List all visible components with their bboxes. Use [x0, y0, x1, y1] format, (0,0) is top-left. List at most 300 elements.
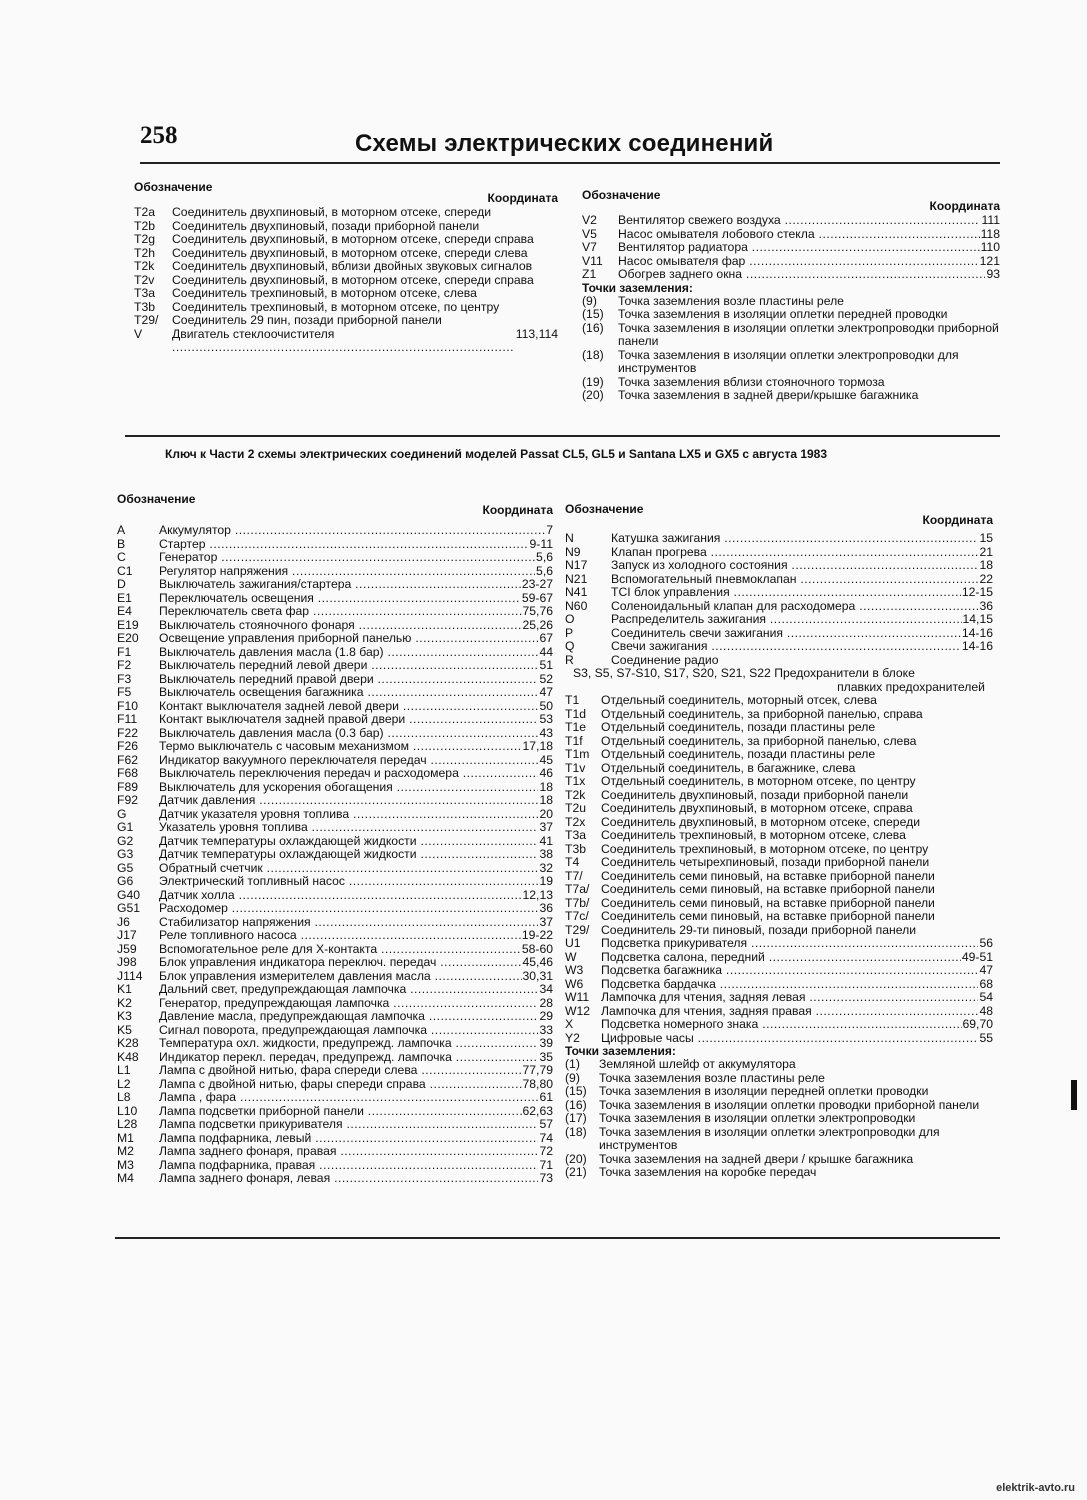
entry-description: Клапан прогрева .....: [611, 546, 978, 560]
entry-coordinate: [557, 220, 558, 234]
entry-code: M2: [117, 1144, 134, 1158]
entry-code: L28: [117, 1117, 138, 1131]
list-item: [117, 700, 553, 714]
list-item: [117, 1037, 553, 1051]
entry-coordinate: 54: [979, 990, 993, 1004]
entry-description: Катушка зажигания .....: [611, 532, 978, 546]
entry-code: (19): [582, 374, 604, 389]
entry-coordinate: 45: [539, 752, 553, 767]
entry-code: G40: [117, 887, 141, 902]
entry-description: Запуск из холодного состояния .....: [611, 559, 978, 573]
footer-site: elektrik-avto.ru: [996, 1482, 1075, 1494]
list-item: [117, 1010, 553, 1024]
list-item: [565, 964, 993, 978]
entry-description: Лампа заднего фонаря, левая .....: [159, 1172, 538, 1186]
fuse-line: плавких предохранителей: [837, 679, 985, 694]
entry-code: (20): [565, 1151, 587, 1166]
list-item: [117, 916, 553, 930]
entry-description: Соединитель четырехпиновый, позади приборной панели: [601, 856, 930, 869]
entry-code: G3: [117, 847, 134, 861]
entry-code: V2: [582, 213, 597, 227]
entry-coordinate: 30,31: [522, 968, 553, 983]
entry-code: G6: [117, 874, 134, 888]
entry-coordinate: 111: [981, 213, 1000, 227]
entry-coordinate: 93: [986, 267, 1000, 281]
entry-description: Обратный счетчик .....: [159, 862, 538, 876]
entry-description: Насос омывателя фар .....: [618, 255, 979, 269]
entry-description: Выключатель зажигания/стартера .....: [159, 578, 521, 592]
entry-coordinate: 113,114: [515, 326, 558, 341]
list-item: [565, 654, 993, 668]
entry-description: Блок управления индикатора переключ. передач .....: [159, 956, 522, 970]
entry-coordinate: 9-11: [529, 536, 553, 551]
entry-coordinate: 18: [539, 779, 553, 794]
entry-coordinate: 72: [539, 1144, 553, 1158]
entry-description: Точка заземления в изоляции оплетки электропроводки: [599, 1112, 916, 1125]
entry-description: Точка заземления в изоляции оплетки передней проводки: [618, 308, 948, 321]
entry-description: Переключатель освещения .....: [159, 592, 521, 606]
entry-code: F92: [117, 793, 139, 807]
entry-coordinate: 14,15: [962, 612, 993, 626]
entry-coordinate: 53: [539, 712, 553, 726]
entry-description: Температура охл. жидкости, предупрежд. лампочка .....: [159, 1037, 538, 1051]
entry-code: T7/: [565, 868, 583, 883]
list-item: [117, 794, 553, 808]
entry-code: U1: [565, 936, 581, 950]
entry-description: Соединитель двухпиновый, в моторном отсеке, спереди слева: [172, 246, 528, 260]
entry-code: O: [565, 612, 575, 626]
entry-description: Соединитель трехпиновый, в моторном отсеке, по центру: [172, 300, 500, 314]
ground-points-title: Точки заземления:: [565, 1044, 676, 1058]
entry-description: TCI блок управления .....: [611, 586, 961, 600]
list-item: [117, 781, 553, 795]
entry-code: T2k: [134, 259, 155, 273]
list-item: [134, 274, 558, 288]
list-item: [117, 835, 553, 849]
entry-coordinate: 22: [979, 571, 993, 586]
entry-description: Точка заземления на коробке передач: [599, 1166, 817, 1179]
entry-code: G51: [117, 901, 141, 915]
list-item: [565, 897, 993, 911]
designation-header: Обозначение: [134, 180, 213, 194]
entry-description: Распределитель зажигания .....: [611, 613, 962, 627]
entry-code: F5: [117, 685, 132, 699]
list-item: [117, 1159, 553, 1173]
entry-coordinate: 59-67: [521, 590, 553, 605]
entry-coordinate: 25,26: [522, 617, 553, 632]
entry-coordinate: 52: [539, 671, 553, 686]
entry-code: J17: [117, 928, 137, 942]
list-item: [117, 524, 553, 538]
entry-code: (15): [582, 307, 604, 321]
key-title: Ключ к Части 2 схемы электрических соединений моделей Passat CL5, GL5 и Santana LX5 и GX5 с августа 1983: [165, 447, 828, 461]
list-item: [582, 308, 1000, 322]
entry-description: Точка заземления вблизи стояночного тормоза: [618, 375, 885, 389]
entry-description: Выключатель для ускорения обогащения .....: [159, 781, 538, 795]
entry-description: Сигнал поворота, предупреждающая лампочка .....: [159, 1024, 538, 1038]
entry-description: Точка заземления в изоляции оплетки электропроводки для инструментов: [599, 1125, 940, 1152]
list-item: [134, 260, 558, 274]
entry-code: W11: [565, 990, 590, 1004]
entry-description: Датчик указателя уровня топлива .....: [159, 808, 538, 822]
entry-coordinate: 19: [539, 874, 553, 888]
list-item: [565, 991, 993, 1005]
list-item: [565, 640, 993, 654]
entry-list: [582, 214, 1000, 282]
entry-code: C1: [117, 563, 133, 578]
entry-description: Обогрев заднего окна .....: [618, 268, 985, 282]
entry-description: Контакт выключателя задней правой двери .....: [159, 713, 538, 727]
entry-coordinate: 12,13: [522, 887, 553, 902]
entry-description: Соединитель трехпиновый, в моторном отсеке, слева: [172, 287, 477, 300]
list-item: [582, 241, 1000, 255]
entry-list: [134, 206, 558, 355]
entry-description: Отдельный соединитель, позади пластины реле: [601, 721, 876, 734]
list-item: [117, 1091, 553, 1105]
entry-description: Точка заземления возле пластины реле: [618, 294, 844, 308]
entry-code: T2b: [134, 218, 156, 233]
entry-coordinate: 18: [979, 558, 993, 572]
entry-code: (15): [565, 1084, 587, 1098]
entry-code: T4: [565, 855, 580, 869]
entry-code: K5: [117, 1022, 132, 1037]
ground-list: [565, 1058, 993, 1180]
entry-description: Отдельный соединитель, позади пластины реле: [601, 748, 876, 761]
entry-code: T1e: [565, 720, 587, 734]
column-header: [117, 492, 553, 524]
list-item: [117, 578, 553, 592]
entry-coordinate: 43: [539, 725, 553, 740]
list-item: [582, 349, 1000, 376]
list-item: [565, 1099, 993, 1113]
entry-description: Соединитель свечи зажигания .....: [611, 627, 961, 641]
entry-coordinate: 47: [539, 685, 553, 699]
entry-code: (18): [565, 1124, 587, 1139]
entry-coordinate: 118: [980, 226, 1000, 241]
entry-coordinate: 67: [539, 631, 553, 645]
list-item: [117, 1024, 553, 1038]
list-item: [117, 875, 553, 889]
entry-code: A: [117, 523, 126, 537]
entry-code: M3: [117, 1157, 134, 1172]
entry-description: Выключатель переключения передач и расходомера .....: [159, 767, 538, 781]
entry-coordinate: 46: [539, 766, 553, 780]
entry-coordinate: 51: [539, 658, 553, 672]
entry-description: Генератор .....: [159, 551, 535, 565]
list-item: [117, 1064, 553, 1078]
list-item: [117, 673, 553, 687]
entry-description: Датчик холла .....: [159, 889, 522, 903]
entry-description: Лампа с двойной нитью, фара спереди слева .....: [159, 1064, 522, 1078]
list-item: [565, 573, 993, 587]
list-item: [117, 929, 553, 943]
entry-code: N9: [565, 544, 581, 559]
entry-coordinate: [557, 314, 558, 328]
entry-list: [565, 694, 993, 937]
entry-coordinate: 78,80: [522, 1076, 553, 1091]
top-right-column: [582, 188, 1000, 403]
entry-code: T1: [565, 693, 580, 707]
entry-description: Соединитель 29-ти пиновый, позади приборной панели: [601, 923, 917, 937]
entry-code: N17: [565, 558, 588, 572]
page-title: Схемы электрических соединений: [355, 130, 774, 157]
entry-description: Отдельный соединитель, в багажнике, слева: [601, 761, 856, 775]
entry-description: Отдельный соединитель, моторный отсек, слева: [601, 694, 877, 707]
list-item: [117, 943, 553, 957]
entry-description: Соединитель двухпиновый, в моторном отсеке, спереди справа: [172, 233, 534, 246]
entry-coordinate: 32: [539, 860, 553, 875]
list-item: [117, 727, 553, 741]
fuse-line: S3, S5, S7-S10, S17, S20, S21, S22 Предохранители в блоке: [573, 666, 915, 680]
list-item: [134, 220, 558, 234]
entry-description: Стабилизатор напряжения .....: [159, 916, 538, 930]
entry-code: Y2: [565, 1030, 580, 1045]
entry-code: L8: [117, 1090, 131, 1104]
entry-coordinate: 7: [546, 523, 553, 537]
entry-code: C: [117, 550, 126, 564]
entry-code: K48: [117, 1049, 139, 1064]
list-item: [565, 708, 993, 722]
entry-description: Точка заземления в изоляции оплетки электропроводки приборной панели: [618, 321, 999, 348]
entry-code: T2x: [565, 814, 586, 829]
entry-code: T7a/: [565, 882, 590, 896]
entry-list: [565, 532, 993, 667]
entry-description: Соединение радио: [611, 653, 719, 667]
list-item: [117, 713, 553, 727]
list-item: [582, 376, 1000, 390]
list-item: [117, 1078, 553, 1092]
entry-coordinate: 77,79: [522, 1063, 553, 1077]
entry-code: E4: [117, 604, 132, 618]
entry-coordinate: 58-60: [521, 941, 553, 956]
entry-code: F68: [117, 766, 139, 780]
entry-coordinate: 61: [539, 1090, 553, 1104]
entry-description: Термо выключатель с часовым механизмом .....: [159, 740, 522, 754]
list-item: [565, 937, 993, 951]
coordinate-header: Координата: [929, 199, 1000, 213]
coordinate-header: Координата: [487, 191, 558, 205]
entry-coordinate: [557, 274, 558, 288]
entry-code: F89: [117, 779, 139, 794]
coordinate-header: Координата: [482, 503, 553, 517]
entry-coordinate: 44: [539, 644, 553, 659]
entry-code: L1: [117, 1063, 131, 1077]
entry-code: T2k: [565, 787, 586, 802]
entry-code: T7b/: [565, 895, 590, 910]
entry-coordinate: [557, 260, 558, 274]
entry-code: J6: [117, 914, 130, 929]
entry-description: Индикатор перекл. передач, предупрежд. лампочка .....: [159, 1051, 538, 1065]
entry-code: W12: [565, 1003, 591, 1018]
entry-coordinate: 36: [979, 598, 993, 613]
list-item: [582, 228, 1000, 242]
entry-coordinate: 49-51: [961, 949, 993, 964]
entry-code: G5: [117, 860, 134, 875]
entry-description: Точка заземления в изоляции оплетки электропроводки для инструментов: [618, 348, 959, 375]
entry-description: Соединитель семи пиновый, на вставке приборной панели: [601, 910, 935, 923]
entry-description: Регулятор напряжения .....: [159, 565, 535, 579]
entry-coordinate: 15: [979, 531, 993, 545]
entry-code: T3b: [565, 841, 587, 856]
list-item: [117, 889, 553, 903]
list-item: [565, 802, 993, 816]
entry-code: L10: [117, 1103, 138, 1118]
list-item: [582, 322, 1000, 349]
list-item: [565, 559, 993, 573]
entry-code: K28: [117, 1036, 139, 1050]
entry-coordinate: 21: [979, 544, 993, 559]
list-item: [565, 532, 993, 546]
entry-coordinate: 71: [539, 1157, 553, 1172]
entry-description: Соединитель семи пиновый, на вставке приборной панели: [601, 869, 935, 883]
column-header: [582, 188, 1000, 214]
list-item: [117, 1118, 553, 1132]
entry-description: Соединитель двухпиновый, позади приборной панели: [172, 219, 480, 233]
entry-description: Соединитель двухпиновый, вблизи двойных звуковых сигналов: [172, 260, 533, 273]
entry-coordinate: 5,6: [536, 550, 553, 564]
entry-code: G: [117, 806, 127, 821]
list-item: [134, 247, 558, 261]
ground-list: [582, 295, 1000, 403]
entry-coordinate: 48: [979, 1003, 993, 1018]
entry-description: Вспомогательное реле для X-контакта .....: [159, 943, 521, 957]
entry-coordinate: 69,70: [962, 1017, 993, 1031]
entry-code: K1: [117, 982, 132, 996]
entry-description: Соединитель двухпиновый, в моторном отсеке, спереди: [601, 815, 920, 829]
list-item: [565, 1058, 993, 1072]
entry-description: Подсветка номерного знака .....: [601, 1018, 962, 1032]
entry-description: Лампа подфарника, правая .....: [159, 1159, 538, 1173]
entry-code: W: [565, 949, 577, 964]
entry-code: T29/: [565, 922, 590, 937]
list-item: [565, 600, 993, 614]
entry-code: T2a: [134, 205, 156, 219]
list-item: [117, 1105, 553, 1119]
entry-code: K2: [117, 995, 132, 1010]
list-item: [565, 910, 993, 924]
entry-description: Выключатель передний правой двери .....: [159, 673, 538, 687]
list-item: [117, 970, 553, 984]
entry-code: (20): [582, 388, 604, 402]
list-item: [117, 997, 553, 1011]
entry-coordinate: 73: [539, 1171, 553, 1185]
designation-header: Обозначение: [117, 492, 196, 506]
entry-description: Выключатель освещения багажника .....: [159, 686, 538, 700]
entry-code: T1d: [565, 706, 587, 721]
entry-code: F10: [117, 698, 139, 713]
list-item: [565, 924, 993, 938]
entry-coordinate: 55: [979, 1030, 993, 1045]
entry-code: T2g: [134, 232, 156, 246]
entry-coordinate: 75,76: [522, 604, 553, 618]
entry-description: Лампочка для чтения, задняя левая .....: [601, 991, 978, 1005]
entry-description: Вентилятор радиатора .....: [618, 241, 980, 255]
list-item: [117, 551, 553, 565]
entry-code: F22: [117, 725, 139, 740]
entry-description: Вспомогательный пневмоклапан .....: [611, 573, 978, 587]
entry-description: Лампа подфарника, левый .....: [159, 1132, 538, 1146]
entry-code: V5: [582, 226, 597, 241]
list-item: [117, 1132, 553, 1146]
entry-description: Дальний свет, предупреждающая лампочка .....: [159, 983, 538, 997]
list-item: [582, 268, 1000, 282]
entry-description: Отдельный соединитель, в моторном отсеке, по центру: [601, 775, 916, 788]
list-item: [565, 870, 993, 884]
entry-code: R: [565, 652, 574, 667]
entry-coordinate: 38: [539, 847, 553, 861]
page-number: 258: [140, 122, 178, 149]
entry-coordinate: 18: [539, 793, 553, 807]
entry-description: Генератор, предупреждающая лампочка .....: [159, 997, 538, 1011]
entry-description: Лампа , фара .....: [159, 1091, 538, 1105]
entry-description: Лампочка для чтения, задняя правая .....: [601, 1005, 978, 1019]
entry-description: Точка заземления на задней двери / крышке багажника: [599, 1152, 914, 1166]
entry-list: [565, 937, 993, 1045]
list-item: [565, 883, 993, 897]
entry-coordinate: 50: [539, 698, 553, 713]
entry-description: Выключатель стояночного фонаря .....: [159, 619, 522, 633]
entry-coordinate: 39: [539, 1036, 553, 1050]
entry-coordinate: 37: [539, 820, 553, 834]
entry-code: X: [565, 1017, 574, 1031]
entry-code: (18): [582, 347, 604, 362]
entry-description: Аккумулятор .....: [159, 524, 545, 538]
fuse-entry: [565, 681, 993, 695]
entry-code: (16): [582, 320, 604, 335]
entry-code: J59: [117, 941, 137, 956]
list-item: [117, 659, 553, 673]
entry-code: F1: [117, 644, 132, 659]
entry-description: Указатель уровня топлива .....: [159, 821, 538, 835]
entry-code: (9): [565, 1070, 580, 1085]
list-item: [565, 1018, 993, 1032]
entry-coordinate: [557, 233, 558, 247]
list-item: [565, 762, 993, 776]
entry-description: Соединитель семи пиновый, на вставке приборной панели: [601, 896, 935, 910]
list-item: [117, 754, 553, 768]
entry-description: Точка заземления в изоляции передней оплетки проводки: [599, 1085, 929, 1098]
entry-description: Соединитель двухпиновый, позади приборной панели: [601, 788, 909, 802]
entry-description: Соединитель двухпиновый, в моторном отсеке, справа: [601, 802, 913, 815]
list-item: [565, 613, 993, 627]
entry-code: T2u: [565, 801, 587, 815]
entry-description: Соединитель двухпиновый, в моторном отсеке, спереди справа: [172, 273, 534, 287]
entry-coordinate: 121: [979, 253, 1000, 268]
entry-description: Точка заземления в задней двери/крышке багажника: [618, 389, 919, 402]
list-item: [117, 740, 553, 754]
entry-description: Давление масла, предупреждающая лампочка .....: [159, 1010, 538, 1024]
list-item: [565, 1072, 993, 1086]
entry-description: Лампа с двойной нитью, фары спереди справа .....: [159, 1078, 522, 1092]
entry-code: (16): [565, 1097, 587, 1112]
list-item: [117, 619, 553, 633]
list-item: [565, 856, 993, 870]
entry-code: Q: [565, 639, 575, 653]
entry-description: Лампа подсветки прикуривателя .....: [159, 1118, 538, 1132]
list-item: [117, 767, 553, 781]
bottom-rule: [115, 1237, 1000, 1239]
entry-coordinate: 19-22: [521, 928, 553, 942]
entry-code: N21: [565, 571, 588, 586]
entry-code: F3: [117, 671, 132, 686]
entry-code: G1: [117, 820, 134, 834]
list-item: [565, 1085, 993, 1099]
entry-coordinate: 47: [979, 963, 993, 977]
entry-coordinate: 29: [539, 1009, 553, 1023]
entry-code: Z1: [582, 267, 597, 281]
entry-code: E1: [117, 590, 132, 605]
list-item: [117, 956, 553, 970]
